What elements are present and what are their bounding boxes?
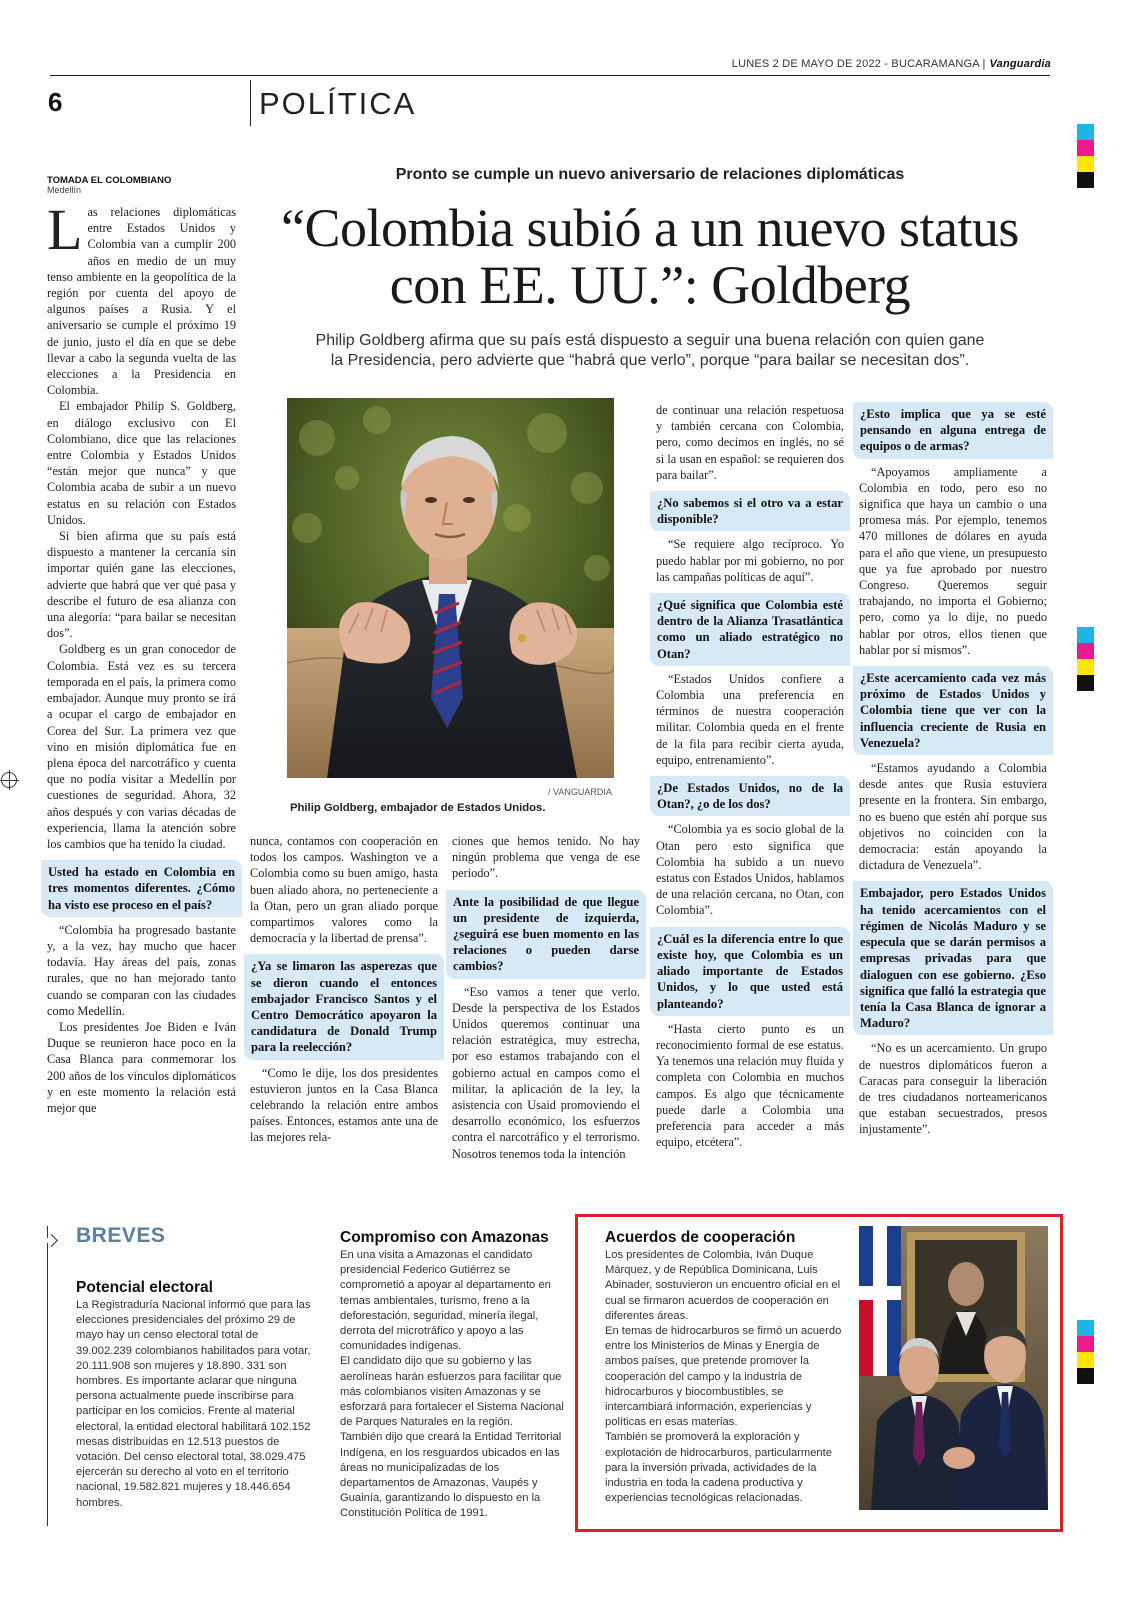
photo-caption: Philip Goldberg, embajador de Estados Unidos.: [290, 802, 546, 814]
dateline: [732, 58, 1051, 70]
interview-question: ¿Este acercamiento cada vez más próximo de Estados Unidos y Colombia tiene que ver con la influencia creciente de Rusia en Venezuela?: [853, 666, 1053, 755]
interview-question: ¿De Estados Unidos, no de la Otan?, ¿o de los dos?: [650, 776, 850, 816]
article-paragraph: “Apoyamos ampliamente a Colombia en todo, pero eso no significa que haya un cambio o una promesa más. Por ejemplo, tenemos 470 millones de dólares en ayuda para el año que viene, un presupuesto que ya fue aprobado por nuestro Congreso. Queremos seguir trabajando, no importa el Gobierno; pero, como ya lo dije, no puedo hablar por otros, ellos tienen que hablar por sí mismos”.: [859, 464, 1047, 657]
brief-paragraph: También dijo que creará la Entidad Territorial Indígena, en los resguardos ubicados en las áreas no municipalizadas de los departamentos de Amazonas, Vaupés y Guainía, garantizando lo dispuesto en la Constitución Política de 1991.: [340, 1431, 562, 1520]
article-paragraph: Si bien afirma que su país está dispuesto a mantener la cercanía sin importar quién gane las elecciones, advierte que habrá que ver qué pasa y describe el futuro de esa alianza con una alegoría: “para bailar se necesitan dos”.: [47, 529, 236, 641]
article-paragraph: “No es un acercamiento. Un grupo de nuestros diplomáticos fueron a Caracas para conseguir la liberación de tres ciudadanos norteamericanos que estaban secuestrados, presos injustamente”.: [859, 1041, 1047, 1137]
brief-paragraph: Los presidentes de Colombia, Iván Duque Márquez, y de República Dominicana, Luis Abinader, sostuvieron un encuentro oficial en el cual se firmaron acuerdos de cooperación en diferentes áreas.: [605, 1249, 841, 1322]
article-paragraph: ciones que hemos tenido. No hay ningún problema que venga de ese periodo”.: [452, 834, 640, 881]
drop-cap: L: [47, 197, 83, 262]
article-headline: [250, 200, 1050, 314]
article-kicker: Pronto se cumple un nuevo aniversario de relaciones diplomáticas: [395, 166, 905, 183]
breves-label: BREVES: [76, 1224, 166, 1247]
color-registration-bar-top: [1077, 124, 1094, 188]
article-paragraph: “Colombia ya es socio global de la Otan pero esto significa que Colombia ha subido a un nuevo estatus con Estados Unidos, hablamos de una relación cercana, no Otan, con Colombia”.: [656, 822, 844, 918]
paragraph-text: as relaciones diplomáticas entre Estados Unidos y Colombia van a cumplir 200 años en medio de un muy tenso ambiente en la geopolítica de la región por cuenta del apoyo de algunos países a Rusia. Y el aniversario se cumple el próximo 19 de junio, justo el día en que se debe llevar a cabo la segunda vuelta de las elecciones a la Presidencia en Colombia.: [47, 205, 236, 398]
brief-paragraph: También se promoverá la exploración y explotación de hidrocarburos, particularmente para la inversión privada, actividades de la industria en toda la cadena productiva y experiencias tecnológicas relacionadas.: [605, 1431, 832, 1505]
page-number: 6: [48, 87, 63, 117]
interview-question: Ante la posibilidad de que llegue un presidente de izquierda, ¿seguirá ese buen momento en las relaciones o pueden darse cambios?: [446, 890, 646, 979]
headline-line: “Colombia subió a un nuevo status: [281, 198, 1019, 258]
article-paragraph: “Eso vamos a tener que verlo. Desde la perspectiva de los Estados Unidos queremos continuar una relación estratégica, muy estrecha, por eso estamos trabajando con el gobierno actual en campos como el militar, la aplicación de la ley, la asistencia con Usaid promoviendo el desarrollo económico, los esfuerzos contra el narcotráfico y el terrorismo. Nosotros tenemos toda la intención: [452, 984, 640, 1161]
presidents-handshake-illustration: [859, 1226, 1048, 1510]
article-paragraph: Goldberg es un gran conocedor de Colombia. Está vez es su tercera temporada en el país, la primera como embajador. Aunque muy pronto se irá a ocupar el cargo de embajador en Corea del Sur. La primera vez que vino en misión diplomática fue en plena época del narcotráfico y cuenta que no podía visitar a Medellín por cuestiones de seguridad. Ahora, 32 años después y con varias décadas de experiencia, llama la atención sobre los cambios que ha tenido la ciudad.: [47, 642, 236, 851]
deck-line: Philip Goldberg afirma que su país está dispuesto a seguir una buena relación con quien gane: [315, 332, 985, 349]
byline-source: TOMADA EL COLOMBIANO: [47, 175, 172, 186]
interview-question: Usted ha estado en Colombia en tres momentos diferentes. ¿Cómo ha visto ese proceso en el país?: [41, 860, 242, 917]
interview-question: ¿Cuál es la diferencia entre lo que existe hoy, que Colombia es un aliado importante de Estados Unidos, y lo que usted está planteando?: [650, 927, 850, 1016]
article-column-4: [656, 402, 844, 1150]
article-column-5: [859, 402, 1047, 1138]
brief-body-compromiso-amazonas: [340, 1248, 576, 1522]
brief-body-potencial-electoral: [76, 1298, 316, 1511]
article-paragraph: “Estados Unidos confiere a Colombia una preferencia en términos de nuestra cooperación militar. Colombia queda en el frente de la fila para recibir cierta ayuda, equipo, entrenamiento”.: [656, 671, 844, 767]
brief-paragraph: La Registraduría Nacional informó que para las elecciones presidenciales del próximo 29 de mayo hay un censo electoral total de 39.002.239 colombianos habilitados para votar, 20.111.908 son mujeres y 18.890. 331 son hombres. Es importante aclarar que ninguna persona actualmente puede inscribirse para participar en los comicios. Frente al material electoral, la entidad electoral habilitará 102.152 mesas distribuidas en 12.513 puestos de votación. Del censo electoral total, 38.029.475 ejercerán su derecho al voto en el territorio nacional, 19.582.821 mujeres y 18.446.654 hombres.: [76, 1299, 311, 1509]
brief-paragraph: En una visita a Amazonas el candidato presidencial Federico Gutiérrez se comprometió a apoyar al departamento en temas ambientales, turismo, freno a la deforestación, seguridad, minería ilegal, derrota del microtráfico y apoyo a las comunidades indígenas.: [340, 1249, 551, 1353]
brief-title-potencial-electoral: Potencial electoral: [76, 1279, 213, 1296]
article-paragraph: de continuar una relación respetuosa y también cercana con Colombia, pero, como decimos en inglés, no sé si la usan en español: se requieren dos para bailar”.: [656, 403, 844, 482]
byline-city: Medellín: [47, 185, 82, 195]
headline-line: con EE. UU.”: Goldberg: [389, 255, 911, 315]
section-divider: [250, 80, 251, 126]
registration-crosshair-icon: [1, 772, 17, 788]
presidents-handshake-photo: [859, 1226, 1048, 1510]
article-paragraph: “Colombia ha progresado bastante y, a la vez, hay mucho que hacer todavía. Hay áreas del país, zonas rurales, que no han mejorado tanto cuando se comparan con las ciudades como Medellín.: [47, 922, 236, 1018]
article-column-2: [250, 833, 438, 1146]
brand-logo: Vanguardia: [989, 58, 1051, 70]
article-paragraph: Los presidentes Joe Biden e Iván Duque se reunieron hace poco en la Casa Blanca para conmemorar los 200 años de los vínculos diplomáticos y en este momento la relación está mejor que: [47, 1019, 236, 1115]
brief-paragraph: En temas de hidrocarburos se firmó un acuerdo entre los Ministerios de Minas y Energía de ambos países, que pretende promover la cooperación del campo y la industria de hidrocarburos y biocombustibles, se intercambiará información, experiencias y políticas en esas materias.: [605, 1325, 842, 1429]
brief-title-acuerdos-cooperacion: Acuerdos de cooperación: [605, 1229, 796, 1246]
article-paragraph: “Se requiere algo recíproco. Yo puedo hablar por mi gobierno, no por las campañas políticas de aquí”.: [656, 537, 844, 584]
photo-credit: / VANGUARDIA: [548, 787, 612, 797]
interview-question: ¿Qué significa que Colombia esté dentro de la Alianza Trasatlántica como un aliado estratégico no Otan?: [650, 593, 850, 666]
interview-question: ¿Esto implica que ya se esté pensando en alguna entrega de equipos o de armas?: [853, 402, 1053, 459]
article-paragraph: “Como le dije, los dos presidentes estuvieron juntos en la Casa Blanca celebrando la relación entre ambos países. Entonces, estamos ante una de las mejores rela-: [250, 1065, 438, 1145]
brief-title-compromiso-amazonas: Compromiso con Amazonas: [340, 1229, 549, 1246]
article-column-3: [452, 833, 640, 1162]
article-paragraph: El embajador Philip S. Goldberg, en diálogo exclusivo con El Colombiano, dice que las relaciones entre Colombia y Estados Unidos “están mejor que nunca” y que Colombia acaba de subir a un nuevo estatus en su relación con Estados Unidos.: [47, 399, 236, 527]
article-paragraph: [47, 197, 236, 398]
color-registration-bar-bottom: [1077, 1320, 1094, 1384]
interview-question: ¿Ya se limaron las asperezas que se dieron cuando el entonces embajador Francisco Santos y el Centro Democrático apoyaron la candidatura de Donald Trump para la reelección?: [244, 954, 444, 1059]
goldberg-portrait-illustration: [287, 398, 614, 778]
article-paragraph: “Hasta cierto punto es un reconocimiento formal de ese estatus. Ya tenemos una relación muy fluida y completa con Colombia en muchos campos. Es algo que técnicamente puede darle a Colombia una preferencia para acceder a más equipo, etcétera”.: [656, 1021, 844, 1150]
brief-paragraph: El candidato dijo que su gobierno y las aerolíneas harán esfuerzos para facilitar que más colombianos visiten Amazonas y se esforzará para fortalecer el Sistema Nacional de Parques Naturales en la región.: [340, 1355, 564, 1429]
article-deck: [265, 331, 1035, 371]
color-registration-bar-middle: [1077, 627, 1094, 691]
interview-question: ¿No sabemos si el otro va a estar disponible?: [650, 491, 850, 531]
goldberg-photo: [287, 398, 614, 778]
dateline-text: LUNES 2 DE MAYO DE 2022 - BUCARAMANGA |: [731, 58, 986, 70]
breves-bracket: [47, 1226, 57, 1526]
article-column-1: [47, 197, 236, 1116]
deck-line: la Presidencia, pero advierte que “habrá que verlo”, porque “para bailar se necesitan dos”.: [330, 352, 970, 369]
brief-body-acuerdos-cooperacion: [605, 1248, 845, 1506]
interview-question: Embajador, pero Estados Unidos ha tenido acercamientos con el régimen de Nicolás Maduro y se especula que se darán permisos a empresas privadas para que dialoguen con ese gobierno. ¿Eso significa que falló la estrategia que tenía la Casa Blanca de ignorar a Maduro?: [853, 881, 1053, 1035]
header-rule: [50, 75, 1050, 76]
article-paragraph: “Estamos ayudando a Colombia desde antes que Rusia estuviera presente en la frontera. Sin embargo, no es bueno que estén ahí porque sus objetivos no coinciden con la democracia: están apoyando la dictadura de Venezuela”.: [859, 761, 1047, 873]
section-title: POLÍTICA: [259, 86, 417, 121]
article-paragraph: nunca, contamos con cooperación en todos los campos. Washington ve a Colombia como su buen amigo, hasta buen aliado ahora, no perteneciente a la Otan, pero un gran aliado porque compartimos valores como la democracia y la libertad de prensa”.: [250, 834, 438, 946]
